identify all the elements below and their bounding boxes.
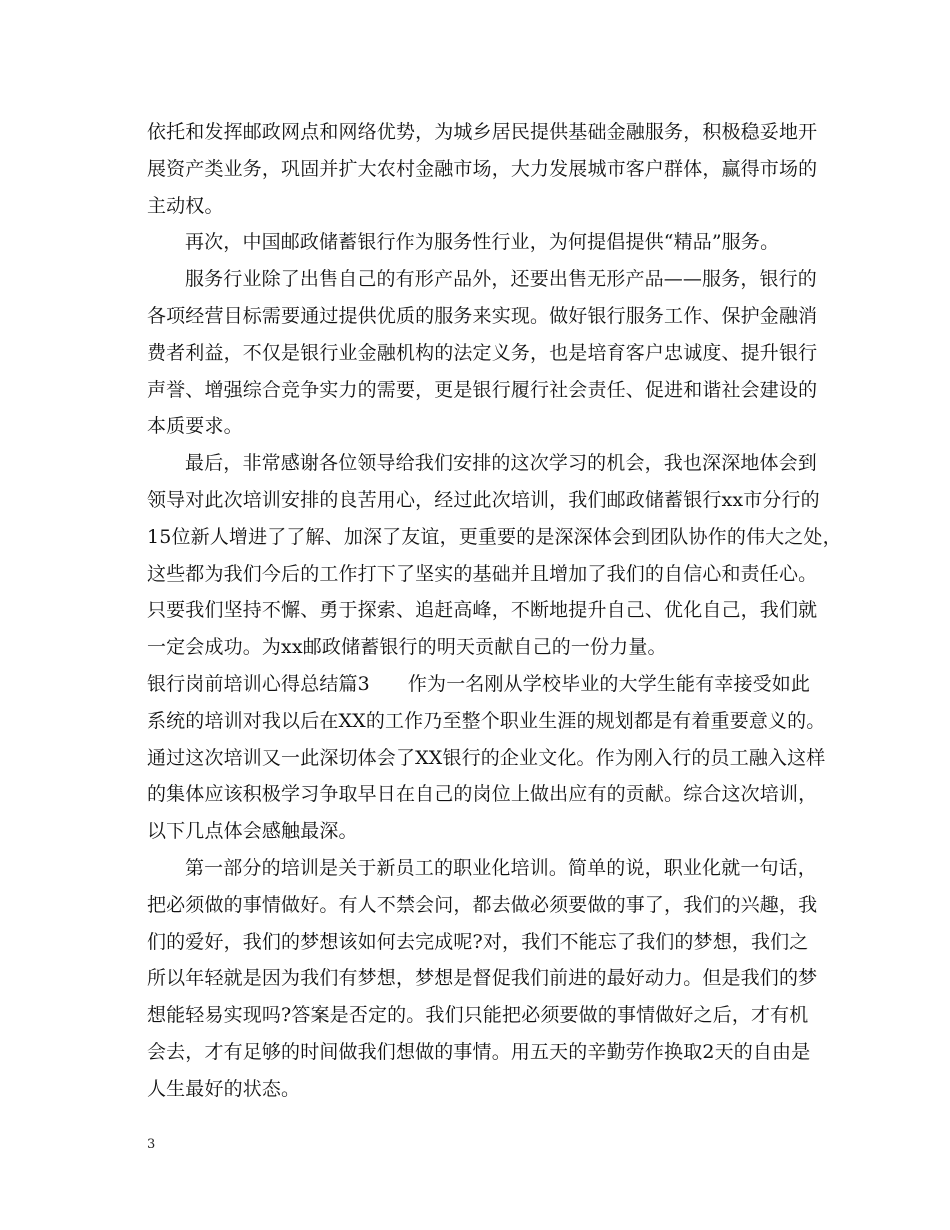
text-line: 们的爱好，我们的梦想该如何去完成呢?对，我们不能忘了我们的梦想，我们之 bbox=[147, 930, 809, 953]
text-line: 第一部分的培训是关于新员工的职业化培训。简单的说，职业化就一句话， bbox=[185, 856, 817, 879]
text-line: 主动权。 bbox=[147, 194, 224, 217]
text-line: 最后，非常感谢各位领导给我们安排的这次学习的机会，我也深深地体会到 bbox=[185, 452, 817, 475]
text-line: 服务行业除了出售自己的有形产品外，还要出售无形产品——服务，银行的 bbox=[185, 268, 817, 291]
page-number: 3 bbox=[147, 1137, 156, 1152]
text-line: 把必须做的事情做好。有人不禁会问，都去做必须要做的事了，我们的兴趣，我 bbox=[147, 893, 818, 916]
text-line: 只要我们坚持不懈、勇于探索、追赶高峰，不断地提升自己、优化自己，我们就 bbox=[147, 599, 818, 622]
text-line: 一定会成功。为xx邮政储蓄银行的明天贡献自己的一份力量。 bbox=[147, 636, 667, 659]
text-line: 费者利益，不仅是银行业金融机构的法定义务，也是培育客户忠诚度、提升银行 bbox=[147, 341, 818, 364]
text-line: 领导对此次培训安排的良苦用心，经过此次培训，我们邮政储蓄银行xx市分行的 bbox=[147, 488, 820, 511]
text-line: 想能轻易实现吗?答案是否定的。我们只能把必须要做的事情做好之后，才有机 bbox=[147, 1004, 809, 1027]
text-line: 以下几点体会感触最深。 bbox=[147, 820, 358, 843]
text-line: 各项经营目标需要通过提供优质的服务来实现。做好银行服务工作、保护金融消 bbox=[147, 304, 818, 327]
text-line: 这些都为我们今后的工作打下了坚实的基础并且增加了我们的自信心和责任心。 bbox=[147, 562, 818, 585]
text-line: 所以年轻就是因为我们有梦想，梦想是督促我们前进的最好动力。但是我们的梦 bbox=[147, 967, 818, 990]
section-heading-line bbox=[147, 666, 812, 703]
text-line: 声誉、增强综合竞争实力的需要，更是银行履行社会责任、促进和谐社会建设的 bbox=[147, 378, 818, 401]
text-line: 系统的培训对我以后在XX的工作乃至整个职业生涯的规划都是有着重要意义的。 bbox=[147, 709, 826, 732]
text-line: 依托和发挥邮政网点和网络优势，为城乡居民提供基础金融服务，积极稳妥地开 bbox=[147, 121, 818, 143]
text-line: 本质要求。 bbox=[147, 415, 243, 438]
text-line: 再次，中国邮政储蓄银行作为服务性行业，为何提倡提供“精品”服务。 bbox=[185, 231, 780, 254]
text-line: 作为一名刚从学校毕业的大学生能有幸接受如此 bbox=[407, 672, 811, 695]
text-line: 15位新人增进了了解、加深了友谊，更重要的是深深体会到团队协作的伟大之处， bbox=[147, 525, 842, 548]
text-line: 展资产类业务，巩固并扩大农村金融市场，大力发展城市客户群体，赢得市场的 bbox=[147, 157, 818, 180]
text-line: 会去，才有足够的时间做我们想做的事情。用五天的辛勤劳作换取2天的自由是 bbox=[147, 1040, 811, 1063]
section-heading: 银行岗前培训心得总结篇3 bbox=[147, 672, 370, 695]
text-line: 人生最好的状态。 bbox=[147, 1077, 301, 1100]
text-line: 通过这次培训又一此深切体会了XX银行的企业文化。作为刚入行的员工融入这样 bbox=[147, 746, 826, 769]
text-line: 的集体应该积极学习争取早日在自己的岗位上做出应有的贡献。综合这次培训， bbox=[147, 783, 818, 806]
document-body bbox=[147, 114, 842, 1108]
